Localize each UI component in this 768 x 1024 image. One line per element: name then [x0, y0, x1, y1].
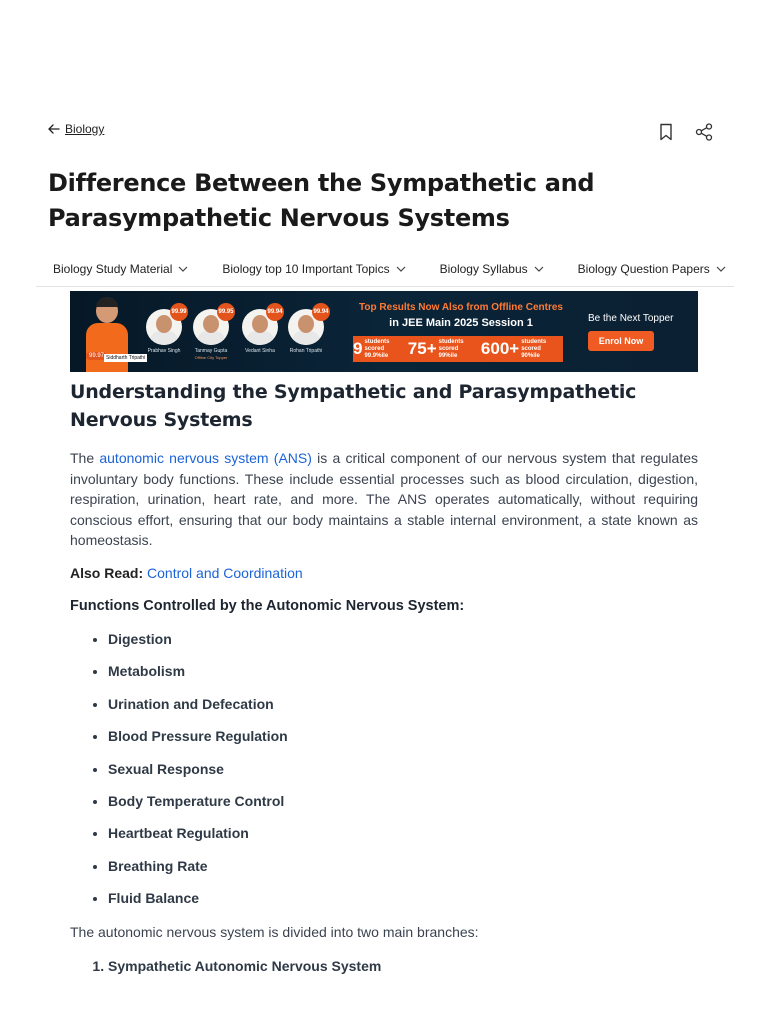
arrow-left-icon [48, 124, 60, 134]
topper-score: 99.94 [266, 303, 284, 321]
functions-heading: Functions Controlled by the Autonomic Nervous System: [70, 597, 465, 614]
stat-caption: students scored [521, 338, 547, 352]
list-item: • Metabolism [108, 661, 698, 693]
topper-score: 99.99 [170, 303, 188, 321]
topper-name: Rohan Tripathi [289, 348, 323, 354]
chevron-down-icon [178, 266, 188, 272]
intro-paragraph [70, 448, 698, 551]
banner-student-score: 99.97 [86, 352, 107, 360]
top-bar [48, 122, 714, 144]
list-item: • Heartbeat Regulation [108, 823, 698, 855]
also-read-label: Also Read: [70, 564, 144, 581]
list-item: • Sexual Response [108, 759, 698, 791]
topper-card [242, 309, 283, 369]
topper-card [288, 309, 329, 369]
ans-link[interactable]: autonomic nervous system (ANS) [99, 450, 312, 466]
topper-score: 99.94 [312, 303, 330, 321]
intro-text-rest: is a critical component of our nervous system that regulates involuntary body functions. These include essential processes such as blood circulation, digestion, respiration, urination, heart rate, and more. The ANS operates automatically, without requiring conscious effort, ensuring that our body maintains a stable internal environment, a state known as homeostasis. [70, 450, 698, 549]
article-heading: Understanding the Sympathetic and Parasympathetic Nervous Systems [70, 381, 637, 431]
also-read-link[interactable]: Control and Coordination [147, 564, 303, 581]
stat-caption: students scored [364, 338, 390, 352]
banner-stats [353, 336, 563, 362]
list-item: 1. Sympathetic Autonomic Nervous System [108, 956, 698, 976]
topper-card [193, 309, 234, 369]
back-link[interactable] [48, 122, 104, 136]
banner-headline: Top Results Now Also from Offline Centres [359, 302, 563, 313]
list-item: • Digestion [108, 629, 698, 661]
tab-important-topics[interactable] [205, 256, 422, 282]
back-link-label[interactable]: Biology [65, 122, 105, 136]
list-item: • Urination and Defecation [108, 694, 698, 726]
topper-sub: Offline City Topper [194, 355, 228, 360]
article-body [70, 378, 698, 976]
stat-item [353, 339, 408, 360]
stat-caption: students scored [438, 338, 464, 352]
stat-value: 9 [353, 339, 363, 358]
branches-intro: The autonomic nervous system is divided into two main branches: [70, 924, 479, 941]
bookmark-button[interactable] [656, 122, 676, 142]
topper-card [146, 309, 187, 369]
stat-percentile: 90%ile [521, 352, 540, 359]
promo-banner[interactable] [70, 291, 698, 372]
banner-subheadline: in JEE Main 2025 Session 1 [389, 317, 533, 329]
chevron-down-icon [534, 266, 544, 272]
stat-value: 75+ [407, 339, 437, 358]
tab-question-papers[interactable] [561, 256, 734, 282]
topper-name: Tanmay Gupta [194, 348, 228, 354]
tab-label: Biology top 10 Important Topics [222, 262, 390, 276]
list-item: • Breathing Rate [108, 856, 698, 888]
share-icon [695, 123, 713, 141]
tab-study-material[interactable] [36, 256, 205, 282]
stat-item [408, 339, 481, 360]
topper-name: Vedant Sinha [245, 348, 275, 354]
branches-list [70, 956, 698, 976]
functions-list [70, 629, 698, 921]
intro-text-start: The [70, 450, 100, 466]
share-button[interactable] [694, 122, 714, 142]
topic-tabs [36, 256, 734, 287]
page-title: Difference Between the Sympathetic and Parasympathetic Nervous Systems [48, 169, 595, 232]
chevron-down-icon [396, 266, 406, 272]
stat-percentile: 99.9%ile [364, 352, 389, 359]
stat-value: 600+ [480, 339, 520, 358]
stat-percentile: 99%ile [438, 352, 458, 359]
bookmark-icon [659, 123, 673, 141]
stat-item [481, 339, 563, 360]
enrol-now-button[interactable]: Enrol Now [588, 331, 654, 351]
tab-label: Biology Question Papers [577, 262, 710, 276]
list-item: • Fluid Balance [108, 888, 698, 920]
list-item: • Blood Pressure Regulation [108, 726, 698, 758]
topper-name: Prabhav Singh [147, 348, 181, 354]
also-read [70, 563, 698, 583]
banner-student-name: Siddharth Tripathi [106, 355, 146, 361]
list-item: • Body Temperature Control [108, 791, 698, 823]
topper-score: 99.95 [217, 303, 235, 321]
chevron-down-icon [716, 266, 726, 272]
page-actions [656, 122, 714, 142]
tab-syllabus[interactable] [423, 256, 561, 282]
tab-label: Biology Study Material [53, 262, 173, 276]
banner-cta-text: Be the Next Topper [588, 313, 674, 324]
tab-label: Biology Syllabus [439, 262, 528, 276]
